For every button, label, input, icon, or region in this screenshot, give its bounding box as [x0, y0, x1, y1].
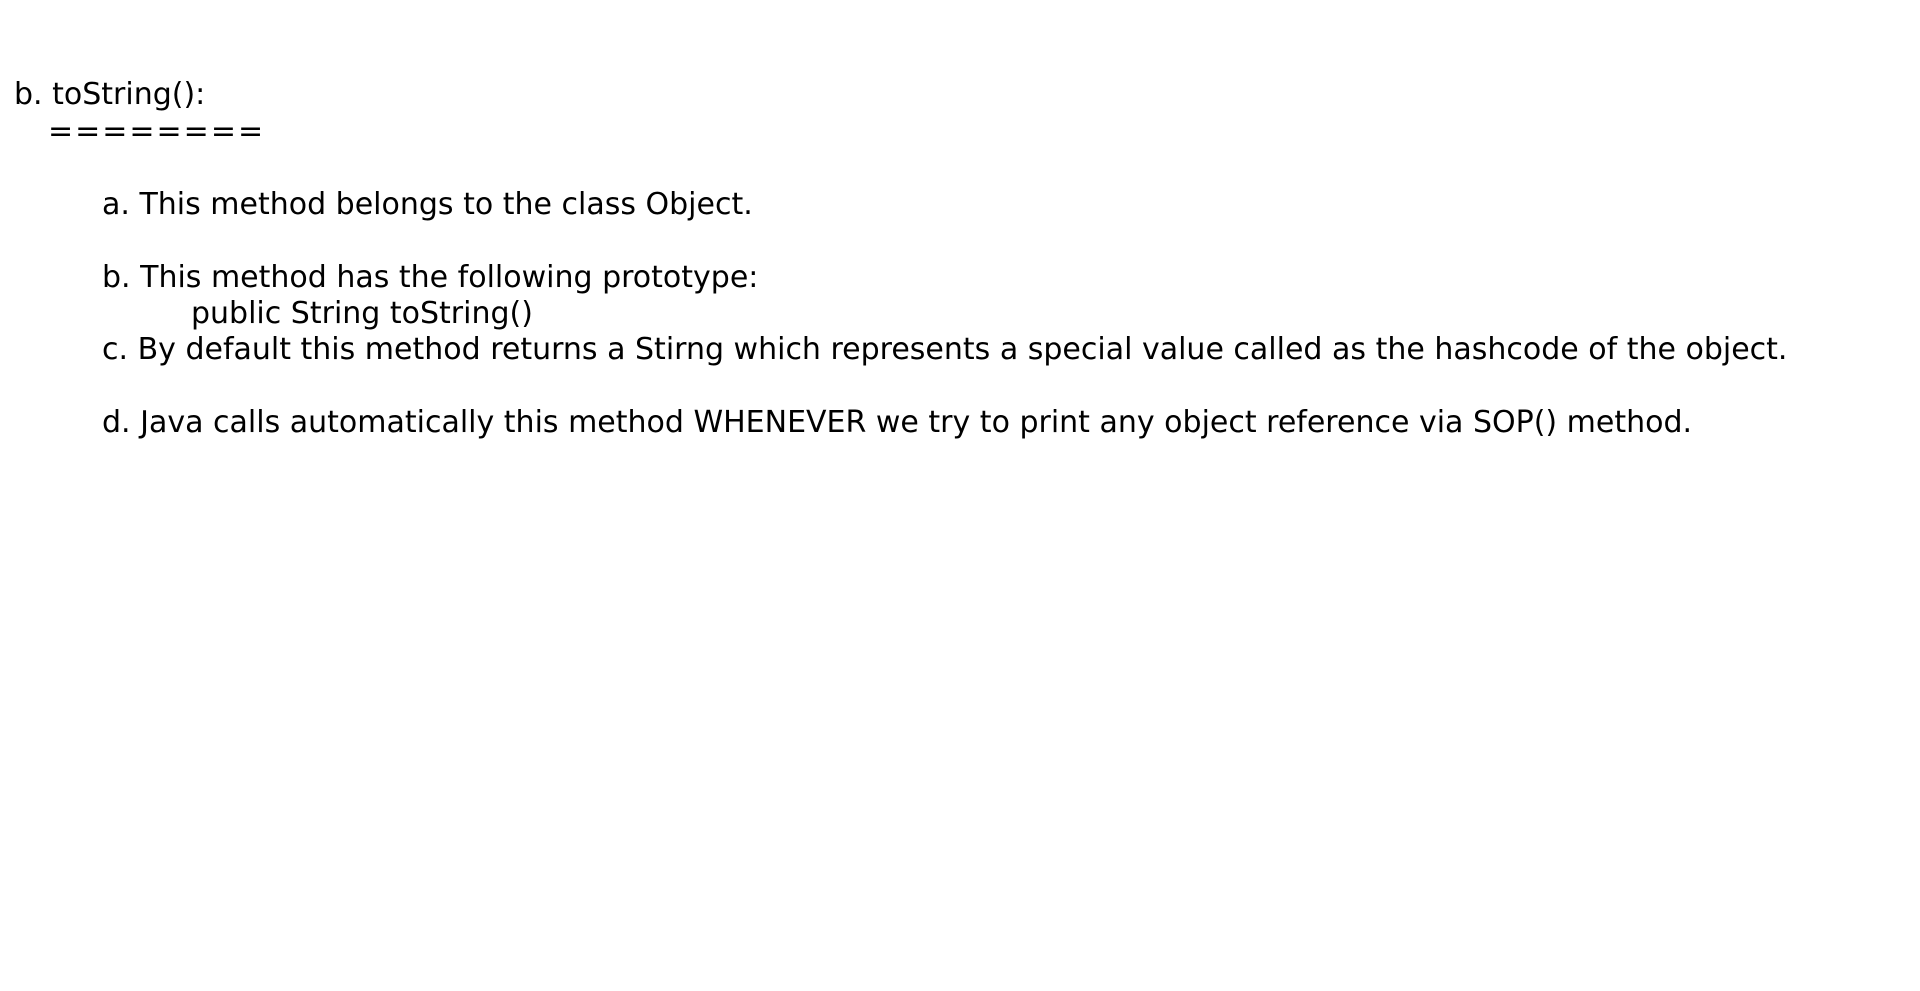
heading-underline: ========	[48, 114, 266, 149]
list-item-d: d. Java calls automatically this method WHENEVER we try to print any object reference via SOP() method.	[102, 405, 1693, 440]
list-item-c: c. By default this method returns a Stirng which represents a special value called as the hashcode of the object.	[102, 332, 1788, 367]
method-prototype: public String toString()	[191, 296, 533, 331]
list-item-b: b. This method has the following prototype:	[102, 260, 759, 295]
section-heading: b. toString():	[14, 77, 206, 112]
list-item-a: a. This method belongs to the class Object.	[102, 187, 753, 222]
